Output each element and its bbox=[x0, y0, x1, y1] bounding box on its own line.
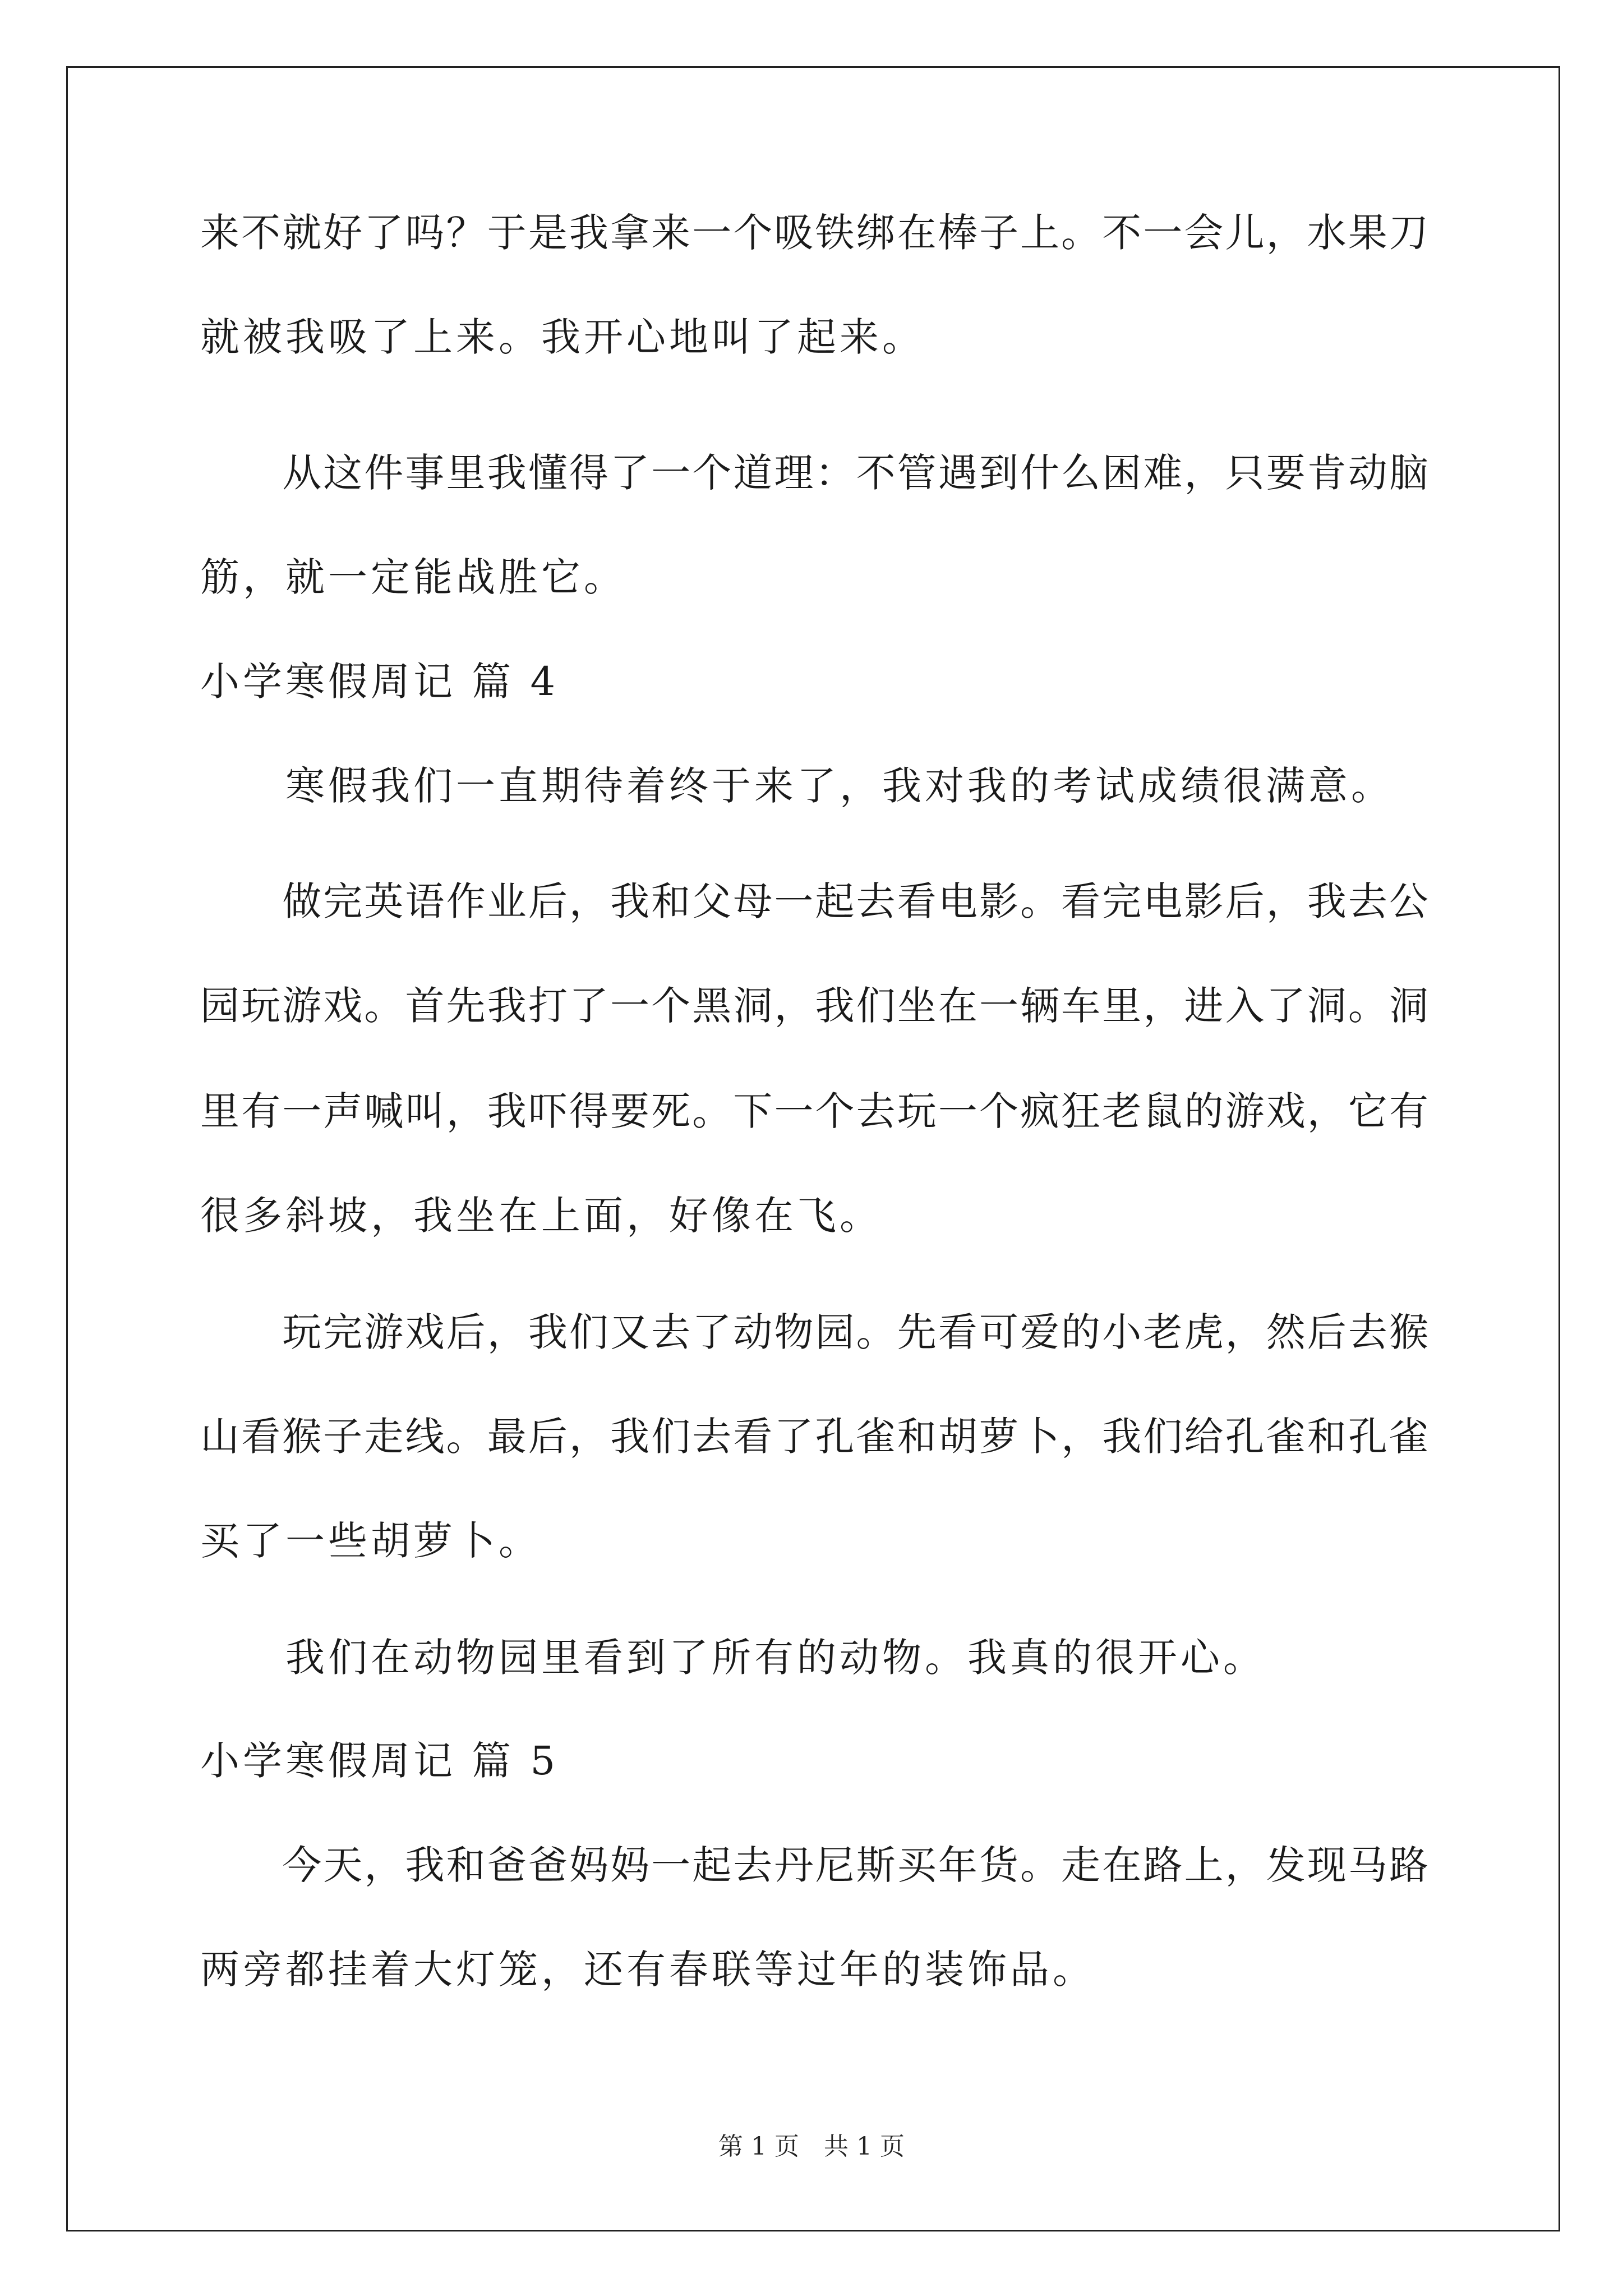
text-line: 我们在动物园里看到了所有的动物。我真的很开心。 bbox=[200, 1635, 1266, 1681]
text-line: 山看猴子走线。最后，我们去看了孔雀和胡萝卜，我们给孔雀和孔雀 bbox=[200, 1414, 1428, 1460]
text-line: 园玩游戏。首先我打了一个黑洞，我们坐在一辆车里，进入了洞。洞 bbox=[200, 983, 1428, 1029]
text-line: 从这件事里我懂得了一个道理：不管遇到什么困难，只要肯动脑 bbox=[200, 450, 1428, 496]
text-line: 寒假我们一直期待着终于来了，我对我的考试成绩很满意。 bbox=[200, 763, 1394, 809]
section-heading: 小学寒假周记 篇 5 bbox=[200, 1738, 559, 1784]
text-line: 两旁都挂着大灯笼，还有春联等过年的装饰品。 bbox=[200, 1947, 1095, 1993]
page-border bbox=[66, 66, 1560, 2231]
text-line: 里有一声喊叫，我吓得要死。下一个去玩一个疯狂老鼠的游戏，它有 bbox=[200, 1088, 1428, 1134]
text-line: 今天，我和爸爸妈妈一起去丹尼斯买年货。走在路上，发现马路 bbox=[200, 1842, 1428, 1888]
text-line: 就被我吸了上来。我开心地叫了起来。 bbox=[200, 314, 925, 360]
text-line: 做完英语作业后，我和父母一起去看电影。看完电影后，我去公 bbox=[200, 878, 1428, 924]
page-number-footer: 第 1 页 共 1 页 bbox=[718, 2132, 905, 2161]
section-heading: 小学寒假周记 篇 4 bbox=[200, 659, 559, 705]
text-line: 很多斜坡，我坐在上面，好像在飞。 bbox=[200, 1193, 882, 1239]
text-line: 买了一些胡萝卜。 bbox=[200, 1518, 541, 1564]
text-line: 玩完游戏后，我们又去了动物园。先看可爱的小老虎，然后去猴 bbox=[200, 1309, 1428, 1355]
text-line: 来不就好了吗？于是我拿来一个吸铁绑在棒子上。不一会儿，水果刀 bbox=[200, 210, 1428, 256]
text-line: 筋，就一定能战胜它。 bbox=[200, 554, 626, 600]
